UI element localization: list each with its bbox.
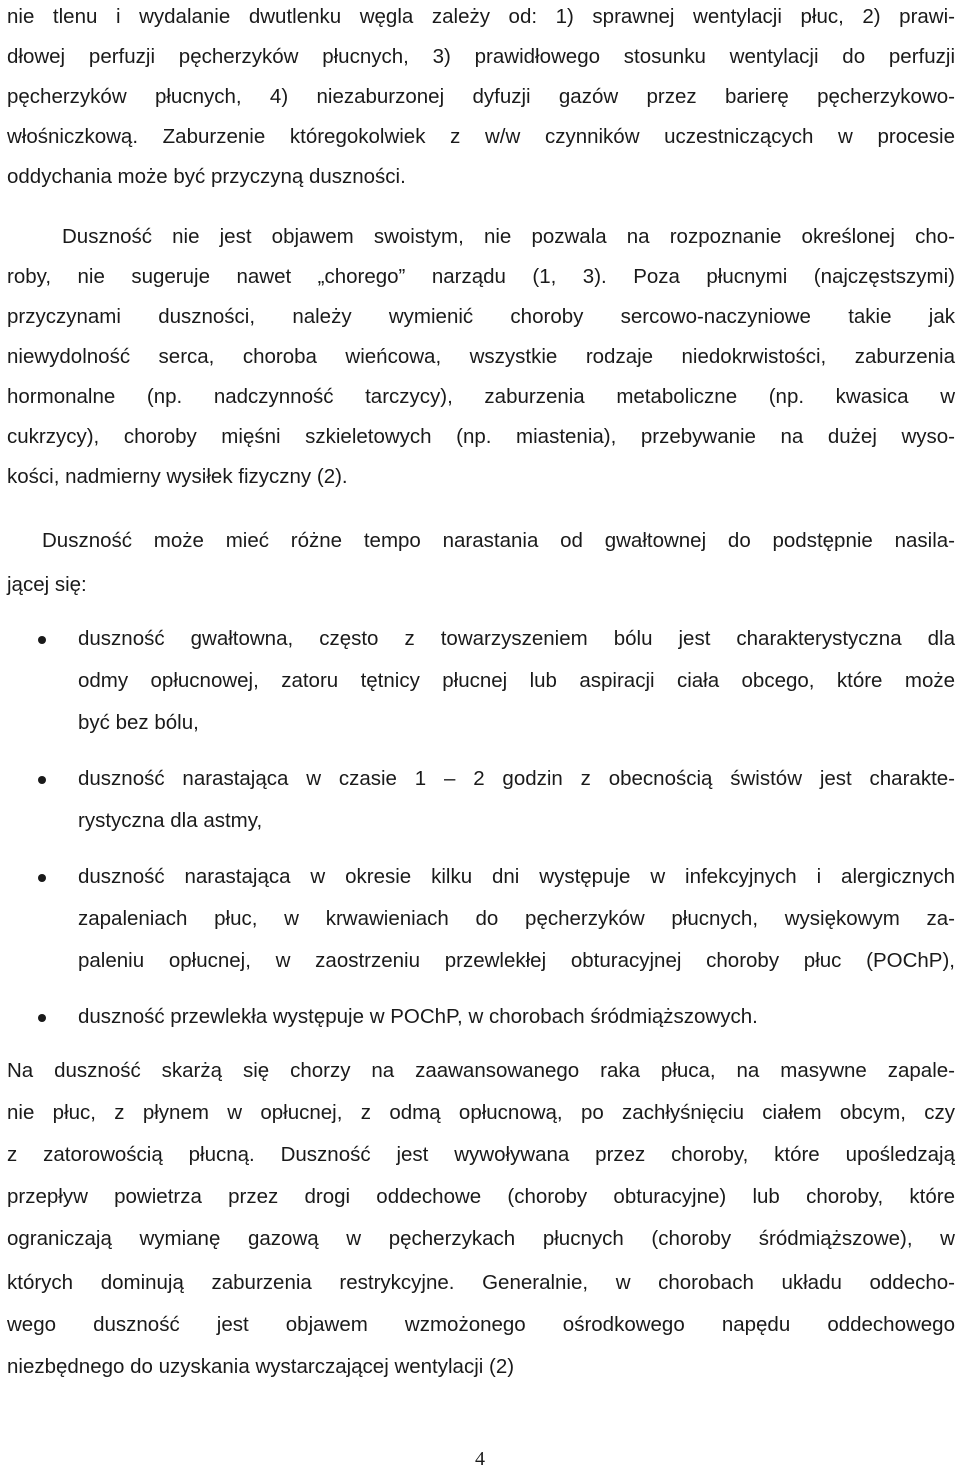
text-line: dłowej perfuzji pęcherzyków płucnych, 3) prawidłowego stosunku wentylacji do perfuzji [7, 45, 955, 68]
text-line: nie płuc, z płynem w opłucnej, z odmą opłucnową, po zachłyśnięciu ciałem obcym, czy [7, 1101, 955, 1124]
text-line: przyczynami duszności, należy wymienić choroby sercowo-naczyniowe takie jak [7, 305, 955, 328]
text-line: przepływ powietrza przez drogi oddechowe (choroby obturacyjne) lub choroby, które [7, 1185, 955, 1208]
bullet-icon [38, 874, 46, 882]
bullet-icon [38, 776, 46, 784]
text-line: Duszność może mieć różne tempo narastania od gwałtownej do podstępnie nasila- [42, 529, 955, 552]
text-line: odmy opłucnowej, zatoru tętnicy płucnej lub aspiracji ciała obcego, które może [78, 669, 955, 692]
text-line: kości, nadmierny wysiłek fizyczny (2). [7, 465, 348, 488]
bullet-item-text: duszność gwałtowna, często z towarzyszeniem bólu jest charakterystyczna dla [78, 627, 955, 650]
text-line: oddychania może być przyczyną duszności. [7, 165, 406, 188]
text-line: z zatorowością płucną. Duszność jest wywoływana przez choroby, które upośledzają [7, 1143, 955, 1166]
text-line: włośniczkową. Zaburzenie któregokolwiek z w/w czynników uczestniczących w procesie [7, 125, 955, 148]
text-line: wego duszność jest objawem wzmożonego ośrodkowego napędu oddechowego [7, 1313, 955, 1336]
text-line: zapaleniach płuc, w krwawieniach do pęcherzyków płucnych, wysiękowym za- [78, 907, 955, 930]
bullet-icon [38, 636, 46, 644]
text-line: ograniczają wymianę gazową w pęcherzykach płucnych (choroby śródmiąższowe), w [7, 1227, 955, 1250]
text-line: jącej się: [7, 573, 87, 596]
bullet-icon [38, 1014, 46, 1022]
bullet-item-text: duszność narastająca w czasie 1 – 2 godzin z obecnością świstów jest charakte- [78, 767, 955, 790]
text-line: Na duszność skarżą się chorzy na zaawansowanego raka płuca, na masywne zapale- [7, 1059, 955, 1082]
text-line: pęcherzyków płucnych, 4) niezaburzonej dyfuzji gazów przez barierę pęcherzykowo- [7, 85, 955, 108]
text-line: roby, nie sugeruje nawet „chorego” narządu (1, 3). Poza płucnymi (najczęstszymi) [7, 265, 955, 288]
bullet-item-text: duszność narastająca w okresie kilku dni występuje w infekcyjnych i alergicznych [78, 865, 955, 888]
page-number: 4 [475, 1448, 485, 1470]
text-line: nie tlenu i wydalanie dwutlenku węgla zależy od: 1) sprawnej wentylacji płuc, 2) prawi- [7, 5, 955, 28]
text-line: których dominują zaburzenia restrykcyjne. Generalnie, w chorobach układu oddecho- [7, 1271, 955, 1294]
text-line: niewydolność serca, choroba wieńcowa, wszystkie rodzaje niedokrwistości, zaburzenia [7, 345, 955, 368]
text-line: być bez bólu, [78, 711, 199, 734]
text-line: paleniu opłucnej, w zaostrzeniu przewlekłej obturacyjnej choroby płuc (POChP), [78, 949, 955, 972]
text-line: hormonalne (np. nadczynność tarczycy), zaburzenia metaboliczne (np. kwasica w [7, 385, 955, 408]
text-line: cukrzycy), choroby mięśni szkieletowych (np. miastenia), przebywanie na dużej wyso- [7, 425, 955, 448]
text-line: niezbędnego do uzyskania wystarczającej wentylacji (2) [7, 1355, 515, 1378]
text-line: rystyczna dla astmy, [78, 809, 263, 832]
bullet-item-text: duszność przewlekła występuje w POChP, w chorobach śródmiąższowych. [78, 1005, 758, 1028]
text-line: Duszność nie jest objawem swoistym, nie pozwala na rozpoznanie określonej cho- [62, 225, 955, 248]
